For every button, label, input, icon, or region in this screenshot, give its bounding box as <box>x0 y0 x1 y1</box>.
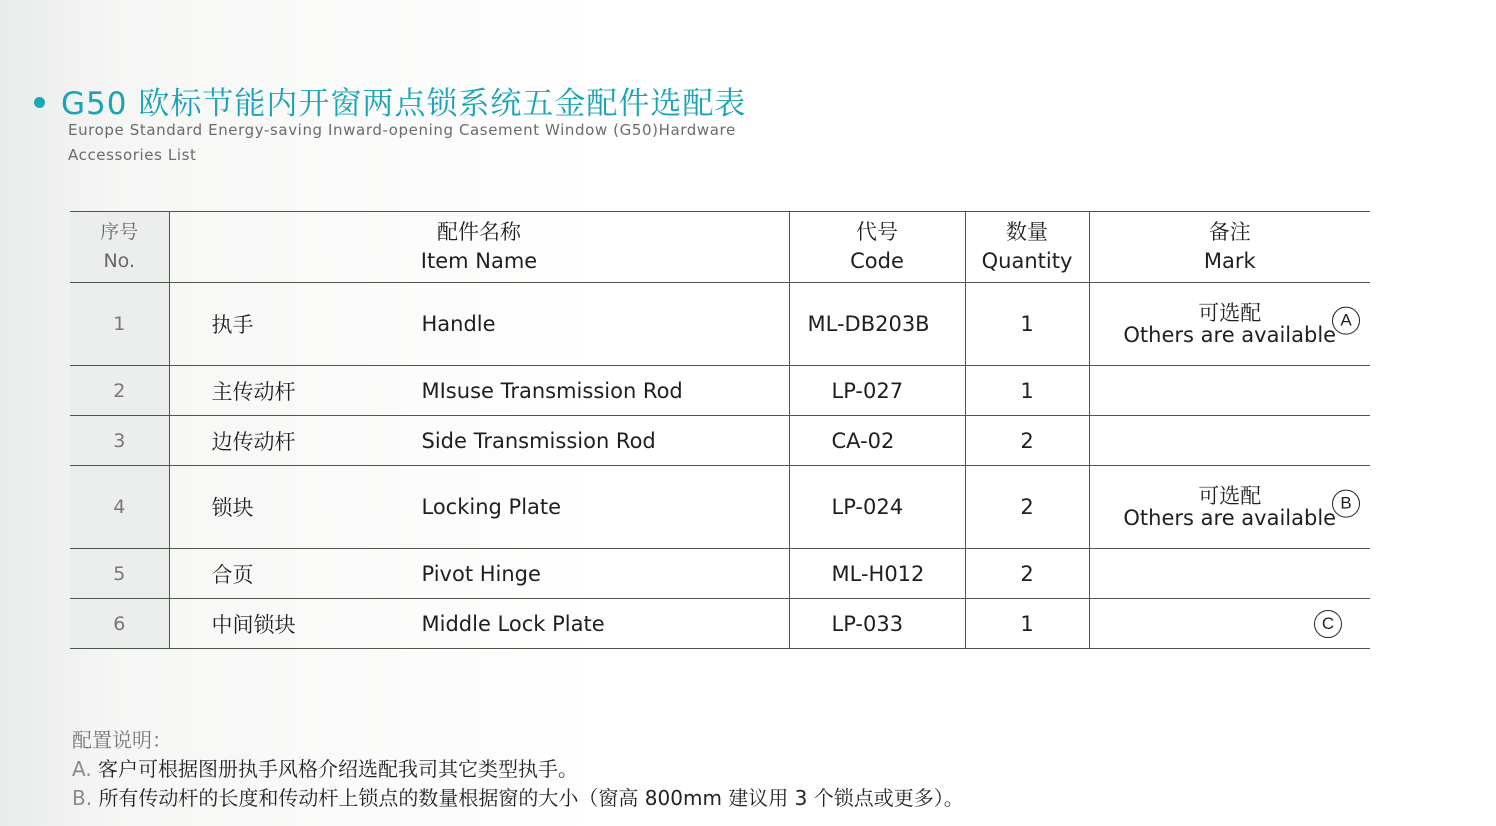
page-title: G50 欧标节能内开窗两点锁系统五金配件选配表 <box>61 86 747 122</box>
row-mark <box>1089 366 1370 416</box>
header-no: 序号 No. <box>70 212 169 283</box>
page-subtitle <box>68 118 736 168</box>
row-quantity: 2 <box>965 465 1089 548</box>
item-name-en: Middle Lock Plate <box>421 611 605 636</box>
row-item-name <box>169 283 789 366</box>
table-row <box>70 549 1370 599</box>
item-name-en: Handle <box>421 312 496 337</box>
row-item-name <box>169 465 789 548</box>
row-code: LP-027 <box>789 366 965 416</box>
accessories-table <box>70 211 1370 649</box>
row-mark <box>1089 549 1370 599</box>
row-quantity: 2 <box>965 549 1089 599</box>
row-quantity: 2 <box>965 416 1089 466</box>
item-name-en: Side Transmission Rod <box>421 428 656 453</box>
row-mark <box>1089 465 1370 548</box>
item-name-cn: 锁块 <box>211 496 254 521</box>
table-row <box>70 416 1370 466</box>
item-name-en: MIsuse Transmission Rod <box>421 378 683 403</box>
bullet-dot-icon <box>34 97 45 108</box>
row-quantity: 1 <box>965 366 1089 416</box>
note-b <box>72 784 964 813</box>
item-name-cn: 执手 <box>211 313 254 338</box>
mark-optional-en: Others are available <box>1123 506 1337 531</box>
row-no: 4 <box>70 465 169 548</box>
row-no: 3 <box>70 416 169 466</box>
item-name-cn: 合页 <box>211 562 254 587</box>
notes-heading: 配置说明： <box>72 728 172 752</box>
note-a-prefix: A. <box>72 757 92 781</box>
header-quantity: 数量 Quantity <box>965 212 1089 283</box>
row-no: 6 <box>70 599 169 649</box>
page-title-row <box>34 78 746 123</box>
row-no: 1 <box>70 283 169 366</box>
row-quantity: 1 <box>965 599 1089 649</box>
circled-b-icon: B <box>1332 490 1360 518</box>
note-a-text: 客户可根据图册执手风格介绍选配我司其它类型执手。 <box>98 757 579 781</box>
note-b-text: 所有传动杆的长度和传动杆上锁点的数量根据窗的大小（窗高 800mm 建议用 3 个锁点或更多）。 <box>98 786 964 810</box>
item-name-cn: 主传动杆 <box>211 379 296 404</box>
row-code: CA-02 <box>789 416 965 466</box>
row-no: 5 <box>70 549 169 599</box>
row-item-name <box>169 549 789 599</box>
row-quantity: 1 <box>965 283 1089 366</box>
row-item-name <box>169 599 789 649</box>
table-header-row <box>70 212 1370 283</box>
header-code: 代号 Code <box>789 212 965 283</box>
subtitle-line-1: Europe Standard Energy-saving Inward-opening Casement Window (G50)Hardware <box>68 121 736 139</box>
row-code: LP-024 <box>789 465 965 548</box>
circled-c-icon: C <box>1314 610 1342 638</box>
item-name-en: Pivot Hinge <box>421 561 541 586</box>
row-no: 2 <box>70 366 169 416</box>
row-item-name <box>169 416 789 466</box>
row-code: LP-033 <box>789 599 965 649</box>
row-mark <box>1089 599 1370 649</box>
row-code: ML-DB203B <box>789 283 965 366</box>
row-mark <box>1089 416 1370 466</box>
row-code: ML-H012 <box>789 549 965 599</box>
table-row <box>70 465 1370 548</box>
subtitle-line-2: Accessories List <box>68 146 197 164</box>
circled-a-icon: A <box>1332 307 1360 335</box>
item-name-cn: 中间锁块 <box>211 612 296 637</box>
mark-optional-cn: 可选配 <box>1198 301 1262 326</box>
mark-optional-en: Others are available <box>1123 323 1337 348</box>
item-name-cn: 边传动杆 <box>211 429 296 454</box>
table-row <box>70 599 1370 649</box>
note-a <box>72 755 964 784</box>
table-row <box>70 283 1370 366</box>
table-row <box>70 366 1370 416</box>
configuration-notes <box>72 726 964 813</box>
note-b-prefix: B. <box>72 786 93 810</box>
row-mark <box>1089 283 1370 366</box>
row-item-name <box>169 366 789 416</box>
mark-optional-cn: 可选配 <box>1198 484 1262 509</box>
header-mark: 备注 Mark <box>1089 212 1370 283</box>
header-item-name: 配件名称 Item Name <box>169 212 789 283</box>
item-name-en: Locking Plate <box>421 495 562 520</box>
